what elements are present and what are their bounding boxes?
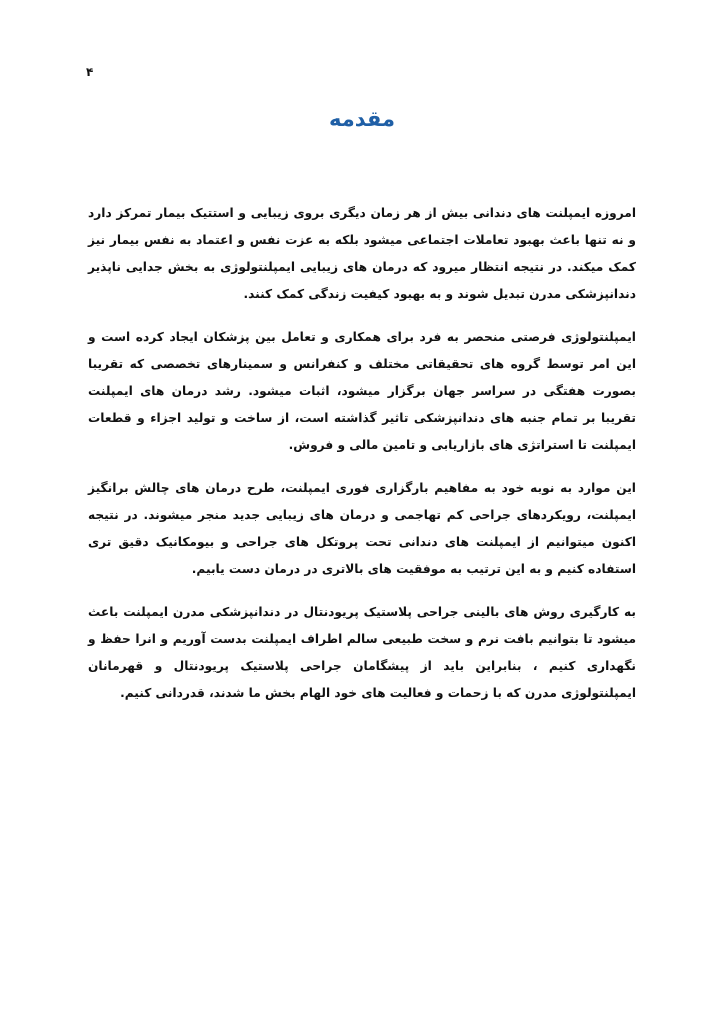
paragraph-1: امروزه ایمپلنت های دندانی بیش از هر زمان دیگری بروی زیبایی و استتیک بیمار تمرکز دارد و نه تنها باعث بهبود تعاملات اجتماعی میشود بلکه به عزت نفس و اعتماد به نفس بیمار نیز کمک میکند. در نتیجه انتظار میرود که درمان های زیبایی ایمپلنتولوژی به بخش جدایی ناپذیر دندانپزشکی مدرن تبدیل شوند و به بهبود کیفیت زندگی کمک کنند. bbox=[88, 206, 636, 301]
paragraph-4: به کارگیری روش های بالینی جراحی پلاستیک پریودنتال در دندانپزشکی مدرن ایمپلنت باعث میشود تا بتوانیم بافت نرم و سخت طبیعی سالم اطراف ایمپلنت بدست آوریم و انرا حفظ و نگهداری کنیم ، بنابراین باید از پیشگامان جراحی پلاستیک پریودنتال و قهرمانان ایمپلنتولوژی مدرن که با زحمات و فعالیت های خود الهام بخش ما شدند، قدردانی کنیم. bbox=[88, 605, 636, 700]
paragraph-2: ایمپلنتولوژی فرصتی منحصر به فرد برای همکاری و تعامل بین پزشکان ایجاد کرده است و این امر توسط گروه های تحقیقاتی مختلف و کنفرانس و سمینارهای تخصصی که تقریبا بصورت هفتگی در سراسر جهان برگزار میشود، اثبات میشود. رشد درمان های ایمپلنت تقریبا بر تمام جنبه های دندانپزشکی تاثیر گذاشته است، از ساخت و تولید اجزاء و قطعات ایمپلنت تا استراتژی های بازاریابی و تامین مالی و فروش. bbox=[88, 330, 636, 452]
body-text bbox=[88, 200, 636, 723]
page-title: مقدمه bbox=[329, 107, 395, 131]
page-number: ۴ bbox=[86, 65, 94, 79]
paragraph-3: این موارد به نوبه خود به مفاهیم بارگزاری فوری ایمپلنت، طرح درمان های چالش برانگیز ایمپلنت، رویکردهای جراحی کم تهاجمی و درمان های زیبایی جدید منجر میشوند. در نتیجه اکنون میتوانیم از ایمپلنت های دندانی تحت پروتکل های جراحی و بیومکانیک دقیق تری استفاده کنیم و به این ترتیب به موفقیت های بالاتری در درمان دست یابیم. bbox=[88, 481, 636, 576]
